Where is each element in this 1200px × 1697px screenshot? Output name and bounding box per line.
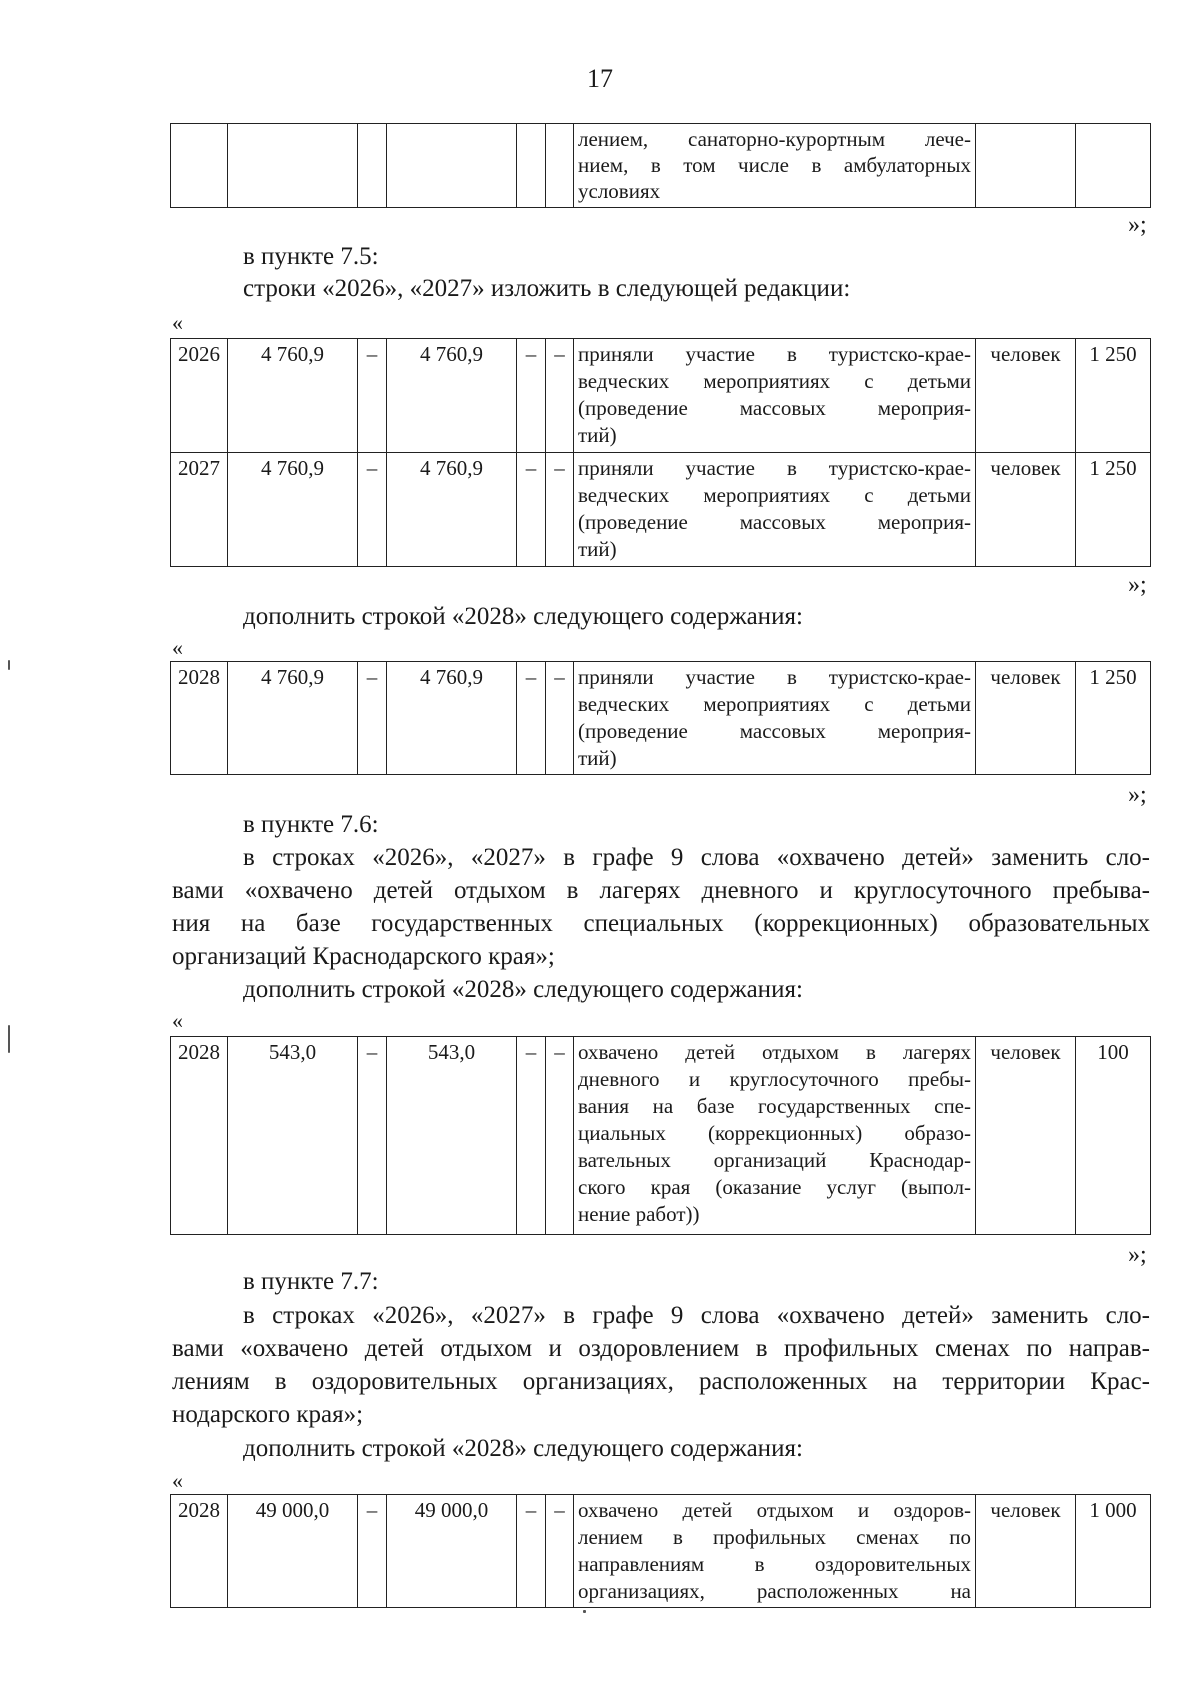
table-7-6-add-row <box>170 1036 1151 1235</box>
table-7-5-add-row <box>170 661 1151 775</box>
opening-quote: « <box>172 1468 183 1493</box>
opening-quote: « <box>172 310 183 335</box>
row-description: лением, санаторно-курортным лече- нием, в том числе в амбулаторных условиях <box>574 124 976 208</box>
table-7-5-rows <box>170 338 1151 567</box>
add-row-intro-7-6: дополнить строкой «2028» следующего содержания: <box>243 976 803 1003</box>
scan-speck <box>8 1025 10 1053</box>
section-text-7-6: в строках «2026», «2027» в графе 9 слова «охвачено детей» заменить сло- вами «охвачено детей отдыхом в лагерях дневного и круглосуточного пребыва- ния на базе государственных специальных (коррекционных) образовательных организаций Краснодарского края»; <box>172 844 1150 970</box>
row-description: приняли участие в туристско-крае- ведческих мероприятиях с детьми (проведение массовых мероприя- тий) <box>574 662 976 775</box>
section-intro-7-5: строки «2026», «2027» изложить в следующей редакции: <box>243 275 851 302</box>
table-row: 2027 4 760,9 – 4 760,9 – – приняли участие в туристско-крае- ведческих мероприятиях с детьми (проведение массовых мероприя- тий) человек 1 250 <box>171 453 1151 567</box>
page-number: 17 <box>587 64 613 93</box>
scan-speck <box>8 660 10 670</box>
section-heading-7-6: в пункте 7.6: <box>243 811 379 838</box>
table-row: 2026 4 760,9 – 4 760,9 – – приняли участие в туристско-крае- ведческих мероприятиях с детьми (проведение массовых мероприя- тий) человек 1 250 <box>171 339 1151 453</box>
continuation-table <box>170 123 1151 208</box>
table-row <box>171 124 1151 208</box>
opening-quote: « <box>172 635 183 660</box>
row-description: охвачено детей отдыхом в лагерях дневного и круглосуточного пребы- вания на базе государственных спе- циальных (коррекционных) образо- вательных организаций Краснодар- ского края (оказание услуг (выпол- нение работ)) <box>574 1037 976 1235</box>
add-row-intro-7-7: дополнить строкой «2028» следующего содержания: <box>243 1435 803 1462</box>
closing-quote: »; <box>1128 782 1147 808</box>
row-description: приняли участие в туристско-крае- ведческих мероприятиях с детьми (проведение массовых мероприя- тий) <box>574 339 976 453</box>
closing-quote: »; <box>1128 1242 1147 1268</box>
scan-speck <box>583 1610 586 1613</box>
table-row: 2028 49 000,0 – 49 000,0 – – охвачено детей отдыхом и оздоров- лением в профильных сменах по направлениям в оздоровительных организациях, расположенных на человек 1 000 <box>171 1495 1151 1608</box>
section-text-7-7: в строках «2026», «2027» в графе 9 слова «охвачено детей» заменить сло- вами «охвачено детей отдыхом и оздоровлением в профильных сменах по направ- лениям в оздоровительных организациях, расположенных на территории Крас- нодарского края»; <box>172 1302 1150 1428</box>
table-7-7-add-row <box>170 1494 1151 1608</box>
opening-quote: « <box>172 1008 183 1033</box>
row-description: охвачено детей отдыхом и оздоров- лением в профильных сменах по направлениям в оздоровительных организациях, расположенных на <box>574 1495 976 1608</box>
table-row: 2028 543,0 – 543,0 – – охвачено детей отдыхом в лагерях дневного и круглосуточного пребы- вания на базе государственных спе- циальных (коррекционных) образо- вательных организаций Краснодар- ского края (оказание услуг (выпол- нение работ)) человек 100 <box>171 1037 1151 1235</box>
row-description: приняли участие в туристско-крае- ведческих мероприятиях с детьми (проведение массовых мероприя- тий) <box>574 453 976 567</box>
add-row-intro-7-5: дополнить строкой «2028» следующего содержания: <box>243 603 803 630</box>
closing-quote: »; <box>1128 572 1147 598</box>
closing-quote: »; <box>1128 212 1147 238</box>
section-heading-7-7: в пункте 7.7: <box>243 1268 379 1295</box>
table-row: 2028 4 760,9 – 4 760,9 – – приняли участие в туристско-крае- ведческих мероприятиях с детьми (проведение массовых мероприя- тий) человек 1 250 <box>171 662 1151 775</box>
section-heading-7-5: в пункте 7.5: <box>243 243 379 270</box>
